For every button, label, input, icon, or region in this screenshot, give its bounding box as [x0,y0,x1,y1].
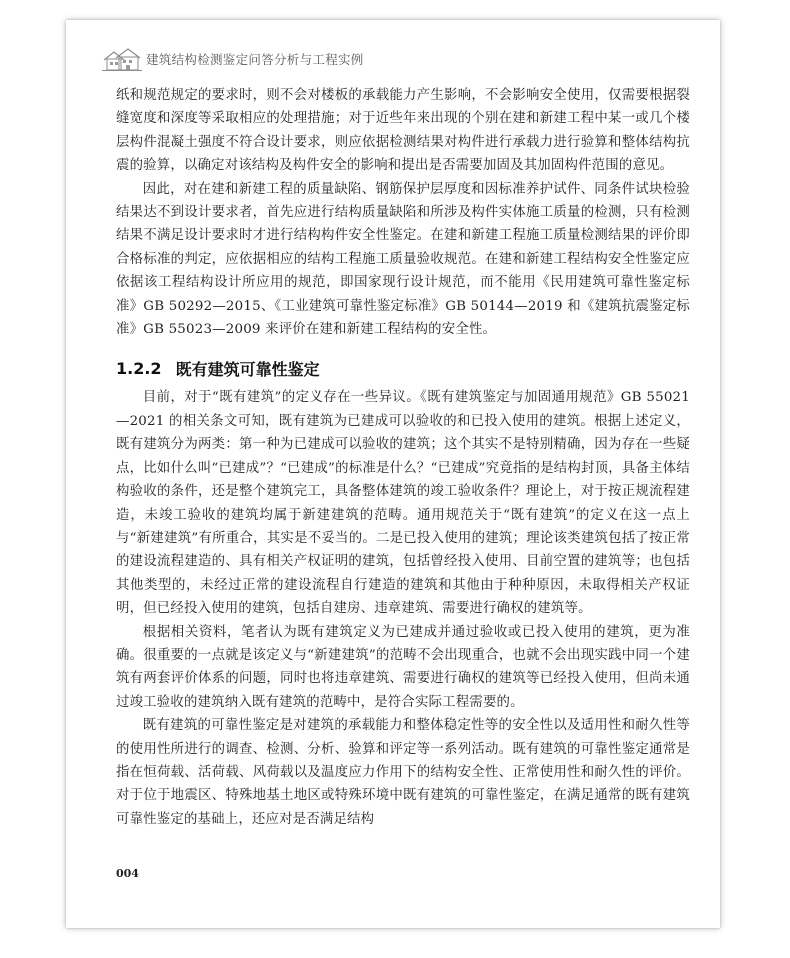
paragraph: 因此，对在建和新建工程的质量缺陷、钢筋保护层厚度和因标准养护试件、同条件试块检验结果达不到设计要求者，首先应进行结构质量缺陷和所涉及构件实体施工质量的检测，只有检测结果不满足设计要求时才进行结构构件安全性鉴定。在建和新建工程施工质量检测结果的评价即合格标准的判定，应依据相应的结构工程施工质量验收规范。在建和新建工程结构安全性鉴定应依据该工程结构设计所应用的规范，即国家现行设计规范，而不能用《民用建筑可靠性鉴定标准》GB 50292—2015、《工业建筑可靠性鉴定标准》GB 50144—2019 和《建筑抗震鉴定标准》GB 55023—2009 来评价在建和新建工程结构的安全性。 [116,181,690,338]
running-header [102,46,684,72]
paragraph-continued: 纸和规范规定的要求时，则不会对楼板的承载能力产生影响，不会影响安全使用，仅需要根据裂缝宽度和深度等采取相应的处理措施；对于近些年来出现的个别在建和新建工程中某一或几个楼层构件混凝土强度不符合设计要求，则应依据检测结果对构件进行承载力进行验算和整体结构抗震的验算，以确定对该结构及构件安全的影响和提出是否需要加固及其加固构件范围的意见。 [116,88,690,174]
document-page [66,20,720,928]
header-book-title: 建筑结构检测鉴定问答分析与工程实例 [146,52,364,67]
paragraph: 根据相关资料，笔者认为既有建筑定义为已建成并通过验收或已投入使用的建筑，更为准确。很重要的一点就是该定义与“新建建筑”的范畴不会出现重合，也就不会出现实践中同一个建筑有两套评价体系的问题，同时也将违章建筑、需要进行确权的建筑等已经投入使用，但尚未通过竣工验收的建筑纳入既有建筑的范畴中，是符合实际工程需要的。 [116,624,690,710]
paragraph: 目前，对于“既有建筑”的定义存在一些异议。《既有建筑鉴定与加固通用规范》GB 55021—2021 的相关条文可知，既有建筑为已建成可以验收的和已投入使用的建筑。根据上述定义，既有建筑分为两类：第一种为已建成可以验收的建筑；这个其实不是特别精确，因为存在一些疑点，比如什么叫“已建成”？“已建成”的标准是什么？“已建成”究竟指的是结构封顶，具备主体结构验收的条件，还是整个建筑完工，具备整体建筑的竣工验收条件？理论上，对于按正规流程建造，未竣工验收的建筑均属于新建建筑的范畴。通用规范关于“既有建筑”的定义在这一点上与“新建建筑”有所重合，其实是不妥当的。二是已投入使用的建筑；理论该类建筑包括了按正常的建设流程建造的、具有相关产权证明的建筑，包括曾经投入使用、目前空置的建筑等；也包括其他类型的，未经过正常的建设流程自行建造的建筑和其他由于种种原因，未取得相关产权证明，但已经投入使用的建筑，包括自建房、违章建筑、需要进行确权的建筑等。 [116,390,690,617]
page-number: 004 [116,867,139,880]
house-logo-icon [102,46,142,72]
section-title: 既有建筑可靠性鉴定 [175,359,320,379]
paragraph: 既有建筑的可靠性鉴定是对建筑的承载能力和整体稳定性等的安全性以及适用性和耐久性等的使用性所进行的调查、检测、分析、验算和评定等一系列活动。既有建筑的可靠性鉴定通常是指在恒荷载、活荷载、风荷载以及温度应力作用下的结构安全性、正常使用性和耐久性的评价。对于位于地震区、特殊地基土地区或特殊环境中既有建筑的可靠性鉴定，在满足通常的既有建筑可靠性鉴定的基础上，还应对是否满足结构 [116,718,690,827]
section-heading [116,356,690,380]
body-text [116,84,690,831]
section-number: 1.2.2 [116,358,162,378]
